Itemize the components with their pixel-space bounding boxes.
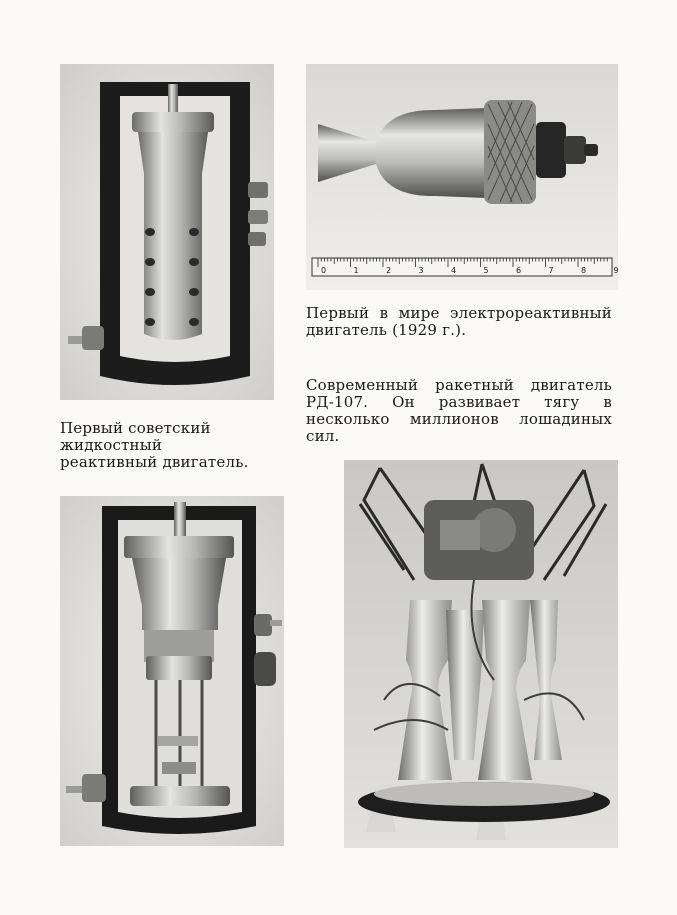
ruler-label: 7	[548, 266, 554, 275]
ruler-label: 4	[451, 266, 457, 275]
ruler-label: 8	[581, 266, 587, 275]
soviet-engine-caption-line-2: жидкостный	[60, 436, 163, 454]
soviet-engine-caption-line-1: Первый советский	[60, 419, 211, 437]
ruler-label: 6	[516, 266, 522, 275]
ruler-label: 5	[483, 266, 489, 275]
electro-engine-illustration	[306, 64, 618, 290]
ruler-label: 2	[386, 266, 392, 275]
rd107-engine-illustration	[344, 460, 618, 848]
soviet-engine-cutaway-photo-bottom	[60, 496, 284, 846]
ruler-label: 9	[613, 266, 619, 275]
soviet-engine-caption-line-3: реактивный двигатель.	[60, 453, 249, 471]
soviet-engine-cutaway-illustration	[60, 64, 274, 400]
soviet-engine-caption	[60, 420, 280, 471]
soviet-engine-cutaway-illustration-2	[60, 496, 284, 846]
ruler-label: 1	[353, 266, 359, 275]
electro-engine-caption: Первый в мире электрореактивный двигатель (1929 г.).	[306, 304, 612, 339]
soviet-engine-cutaway-photo-top	[60, 64, 274, 400]
rd107-engine-photo	[344, 460, 618, 848]
electro-engine-photo	[306, 64, 618, 290]
rd107-caption: Современный ракетный двигатель РД-107. Он развивает тягу в несколько миллионов лошадиных сил.	[306, 376, 612, 445]
ruler-label: 3	[418, 266, 424, 275]
ruler-label: 0	[321, 266, 327, 275]
